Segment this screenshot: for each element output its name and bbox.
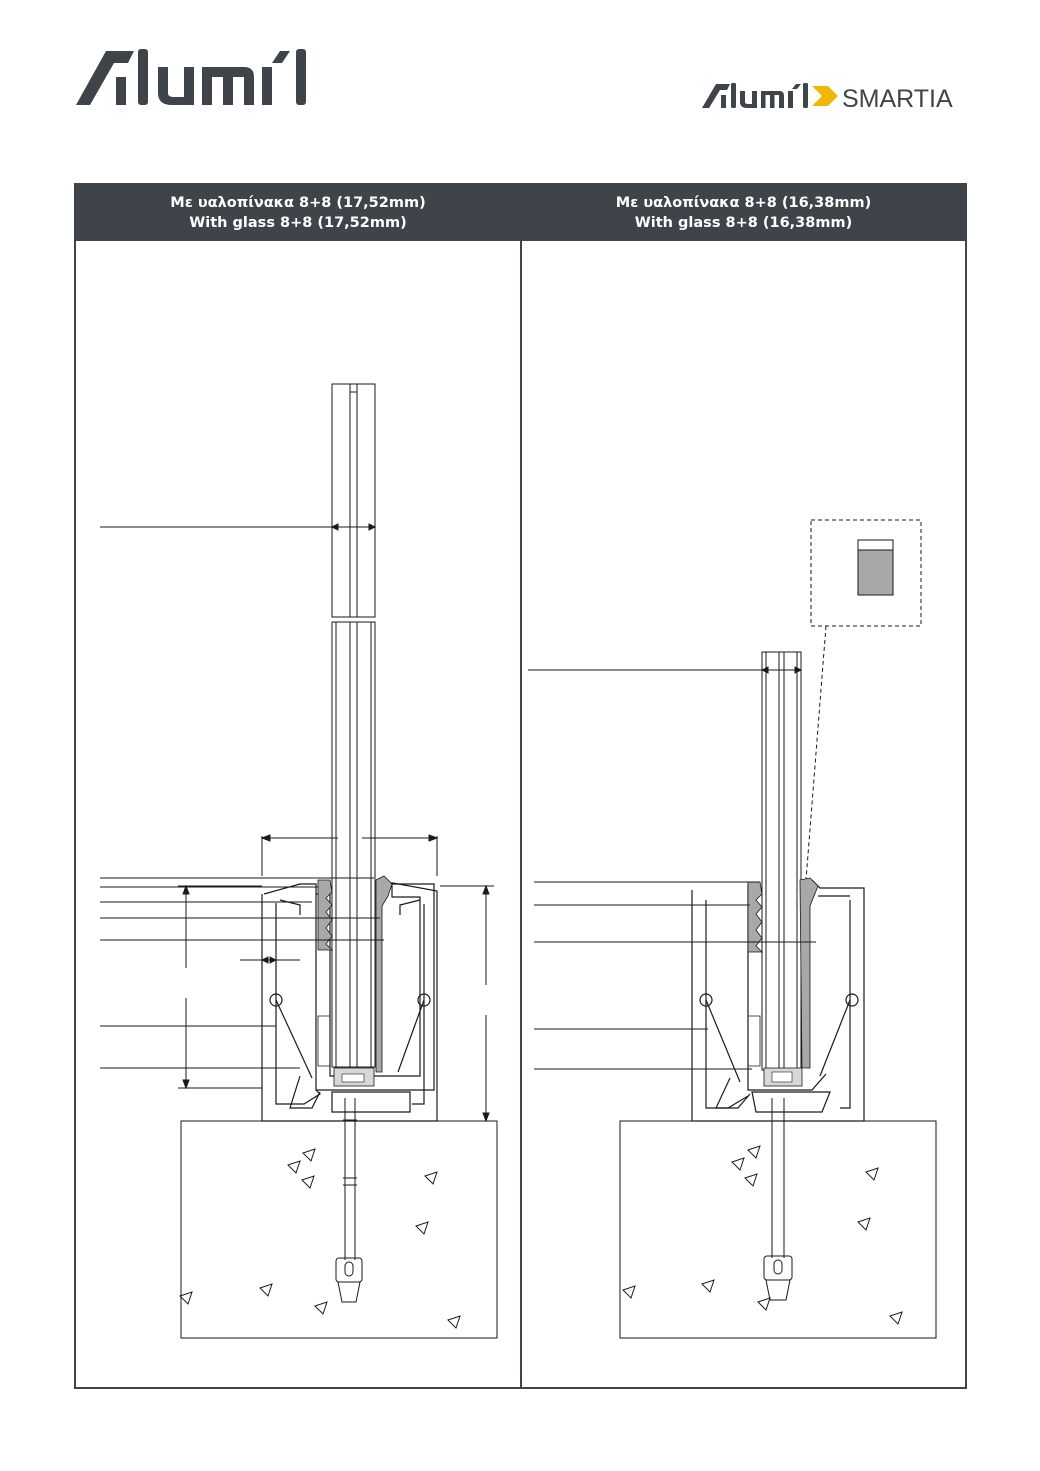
left-section-drawing: [100, 384, 497, 1338]
gasket-right: [748, 878, 818, 1086]
glass-pane-left: [332, 384, 375, 1067]
panel-title-gr-right: Με υαλοπίνακα 8+8 (16,38mm): [615, 195, 872, 211]
anchor-bolt-left: [336, 1098, 362, 1302]
panel-title-gr-left: Με υαλοπίνακα 8+8 (17,52mm): [170, 195, 426, 211]
leader-lines-left: [100, 878, 384, 1068]
glass-pane-right: [762, 652, 801, 1070]
glass-thickness-dim-right: [528, 652, 801, 673]
glass-thickness-dim-left: [100, 524, 375, 530]
concrete-slab-left: [181, 1121, 497, 1338]
leader-lines-right: [534, 882, 816, 1069]
detail-callout-right: [806, 520, 921, 880]
concrete-slab-right: [620, 1121, 936, 1338]
panel-title-en-right: With glass 8+8 (16,38mm): [634, 215, 853, 231]
gasket-left: [318, 876, 392, 1086]
panel-title-en-left: With glass 8+8 (17,52mm): [189, 215, 407, 231]
anchor-bolt-right: [764, 1098, 792, 1300]
smartia-text: SMARTIA: [842, 85, 953, 113]
right-section-drawing: [528, 520, 936, 1338]
